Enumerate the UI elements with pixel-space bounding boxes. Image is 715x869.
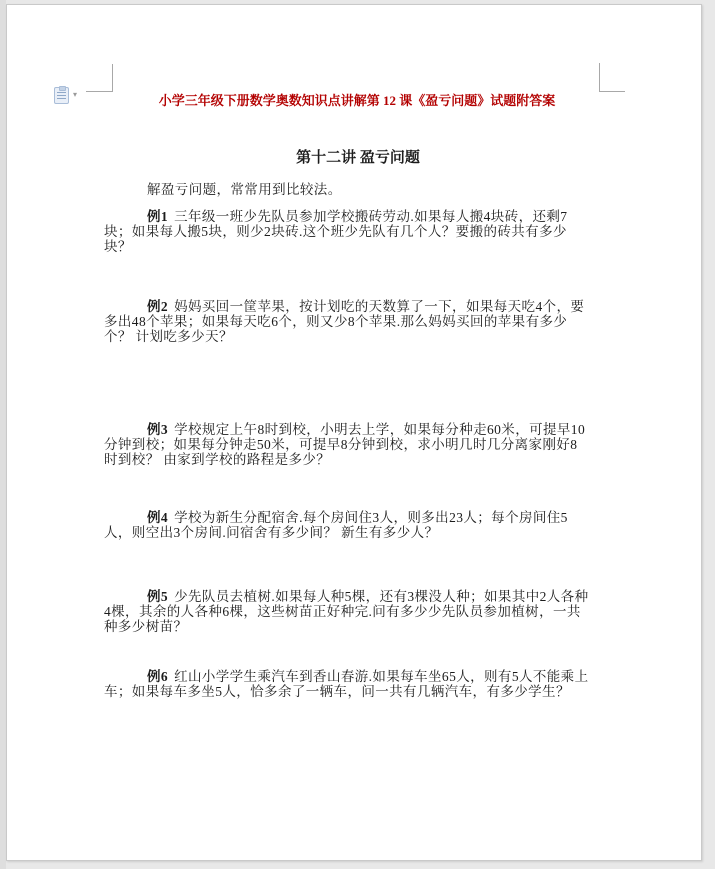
intro-line: 解盈亏问题，常常用到比较法。: [147, 182, 342, 197]
example-line: 4棵，其余的人各种6棵，这些树苗正好种完.问有多少少先队员参加植树，一共: [104, 604, 581, 619]
example-1-label: 例1: [147, 209, 169, 224]
example-6-label: 例6: [147, 669, 169, 684]
example-line: [104, 669, 620, 684]
example-6-paragraph: [104, 669, 620, 699]
example-5-paragraph: [104, 589, 620, 634]
document-title: 小学三年级下册数学奥数知识点讲解第 12 课《盈亏问题》试题附答案: [158, 93, 556, 108]
example-4-paragraph: [104, 510, 620, 540]
example-3-paragraph: [104, 422, 620, 467]
example-line: 个？ 计划吃多少天？: [104, 329, 233, 344]
example-line: 人，则空出3个房间.问宿舍有多少间？ 新生有多少人？: [104, 525, 439, 540]
text-boundary-mark-top-right: [599, 63, 625, 92]
example-line: [104, 299, 620, 314]
example-5-label: 例5: [147, 589, 169, 604]
example-line: 种多少树苗？: [104, 619, 188, 634]
intro-paragraph: [104, 182, 620, 197]
paste-options-clipboard-icon: [54, 87, 69, 104]
paste-options-button[interactable]: [54, 85, 88, 105]
example-2-label: 例2: [147, 299, 169, 314]
example-text: 三年级一班少先队员参加学校搬砖劳动.如果每人搬4块砖，还剩7: [174, 209, 568, 224]
example-line: [104, 209, 620, 224]
example-line: [104, 589, 620, 604]
example-text: 学校规定上午8时到校，小明去上学，如果每分种走60米，可提早10: [174, 422, 586, 437]
example-line: 分钟到校；如果每分钟走50米，可提早8分钟到校，求小明几时几分离家刚好8: [104, 437, 578, 452]
example-line: 块？: [104, 239, 132, 254]
example-text: 学校为新生分配宿舍.每个房间住3人，则多出23人；每个房间住5: [174, 510, 568, 525]
text-boundary-mark-top-left: [86, 64, 113, 92]
example-line: [104, 422, 620, 437]
example-2-paragraph: [104, 299, 620, 344]
example-3-label: 例3: [147, 422, 169, 437]
document-page: [6, 4, 702, 861]
chevron-down-icon[interactable]: ▾: [73, 90, 78, 99]
example-line: 时到校？ 由家到学校的路程是多少？: [104, 452, 331, 467]
example-4-label: 例4: [147, 510, 169, 525]
example-text: 妈妈买回一筐苹果，按计划吃的天数算了一下，如果每天吃4个，要: [174, 299, 585, 314]
example-line: 块；如果每人搬5块，则少2块砖.这个班少先队有几个人？要搬的砖共有多少: [104, 224, 567, 239]
example-text: 少先队员去植树.如果每人种5棵，还有3棵没人种；如果其中2人各种: [174, 589, 589, 604]
example-line: [104, 510, 620, 525]
lesson-heading: 第十二讲 盈亏问题: [296, 150, 420, 166]
example-line: 多出48个苹果；如果每天吃6个，则又少8个苹果.那么妈妈买回的苹果有多少: [104, 314, 568, 329]
example-line: 车；如果每车多坐5人，恰多余了一辆车，问一共有几辆汽车，有多少学生？: [104, 684, 570, 699]
example-text: 红山小学学生乘汽车到香山春游.如果每车坐65人，则有5人不能乘上: [174, 669, 589, 684]
example-1-paragraph: [104, 209, 620, 254]
